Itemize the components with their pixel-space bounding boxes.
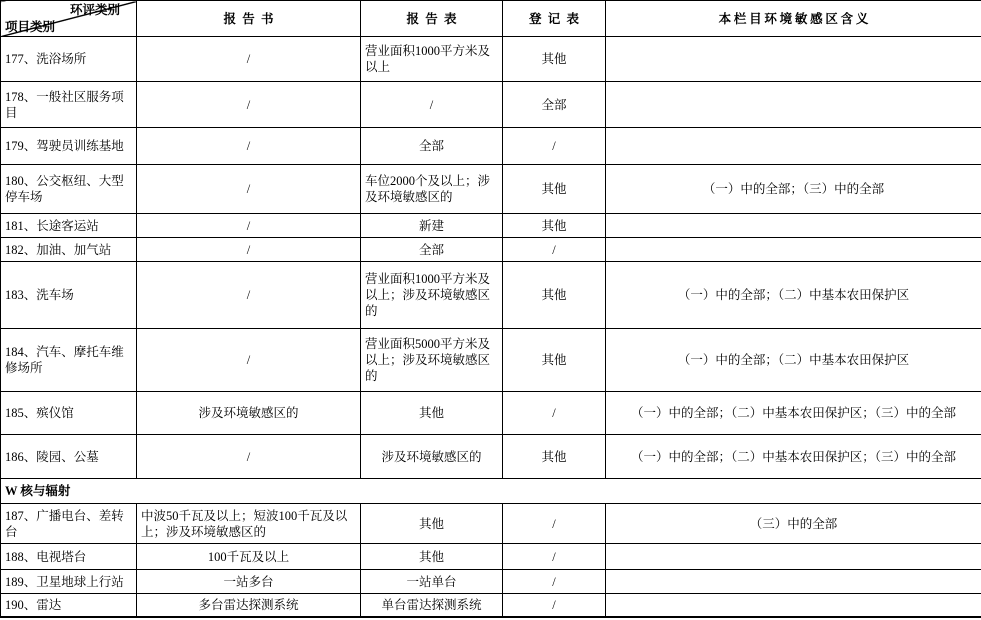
sensitive-meaning-cell (606, 82, 981, 128)
report-form-cell: 营业面积1000平方米及以上 (361, 37, 503, 82)
registration-form-cell: / (503, 392, 606, 435)
sensitive-meaning-cell (606, 544, 981, 570)
col-header-registration-form (503, 1, 606, 37)
registration-form-cell: 其他 (503, 37, 606, 82)
report-book-cell: / (137, 165, 361, 214)
registration-form-cell: / (503, 594, 606, 617)
registration-form-cell: / (503, 570, 606, 594)
sensitive-meaning-cell (606, 37, 981, 82)
col-header-sensitive-meaning (606, 1, 981, 37)
sensitive-meaning-cell (606, 128, 981, 165)
report-form-cell: 其他 (361, 504, 503, 544)
category-cell: 178、一般社区服务项目 (1, 82, 137, 128)
header-row (1, 1, 981, 37)
report-form-cell: 其他 (361, 392, 503, 435)
report-book-cell: / (137, 238, 361, 262)
table-row (1, 329, 981, 392)
registration-form-cell: / (503, 238, 606, 262)
table-row (1, 262, 981, 329)
sensitive-meaning-cell (606, 214, 981, 238)
registration-form-cell: 其他 (503, 214, 606, 238)
col-header-registration-form-label: 登记表 (528, 11, 586, 26)
report-book-cell: / (137, 329, 361, 392)
sensitive-meaning-cell: （一）中的全部；（三）中的全部 (606, 165, 981, 214)
col-header-sensitive-meaning-label: 本栏目环境敏感区含义 (718, 11, 872, 26)
registration-form-cell: 其他 (503, 435, 606, 479)
report-book-cell: / (137, 435, 361, 479)
report-form-cell: / (361, 82, 503, 128)
sensitive-meaning-cell (606, 238, 981, 262)
col-header-report-form (361, 1, 503, 37)
corner-bottom-label: 项目类别 (5, 20, 56, 34)
category-cell: 182、加油、加气站 (1, 238, 137, 262)
table-row (1, 392, 981, 435)
report-book-cell: / (137, 82, 361, 128)
table-row (1, 238, 981, 262)
table-row (1, 82, 981, 128)
table-row (1, 570, 981, 594)
report-form-cell: 全部 (361, 128, 503, 165)
section-header-cell: W 核与辐射 (1, 479, 981, 504)
report-book-cell: 100千瓦及以上 (137, 544, 361, 570)
report-form-cell: 全部 (361, 238, 503, 262)
category-cell: 179、驾驶员训练基地 (1, 128, 137, 165)
sensitive-meaning-cell: （三）中的全部 (606, 504, 981, 544)
registration-form-cell: 其他 (503, 262, 606, 329)
report-form-cell: 单台雷达探测系统 (361, 594, 503, 617)
category-cell: 189、卫星地球上行站 (1, 570, 137, 594)
section-row (1, 479, 981, 504)
category-cell: 190、雷达 (1, 594, 137, 617)
report-form-cell: 其他 (361, 544, 503, 570)
sensitive-meaning-cell (606, 570, 981, 594)
category-cell: 188、电视塔台 (1, 544, 137, 570)
table-row (1, 165, 981, 214)
table-row (1, 504, 981, 544)
table-row (1, 594, 981, 617)
category-cell: 177、洗浴场所 (1, 37, 137, 82)
registration-form-cell: / (503, 128, 606, 165)
table-row (1, 435, 981, 479)
report-form-cell: 一站单台 (361, 570, 503, 594)
registration-form-cell: / (503, 504, 606, 544)
registration-form-cell: / (503, 544, 606, 570)
sensitive-meaning-cell: （一）中的全部；（二）中基本农田保护区；（三）中的全部 (606, 435, 981, 479)
table-row (1, 214, 981, 238)
category-cell: 187、广播电台、差转台 (1, 504, 137, 544)
registration-form-cell: 其他 (503, 329, 606, 392)
table-row (1, 544, 981, 570)
category-cell: 183、洗车场 (1, 262, 137, 329)
report-book-cell: / (137, 37, 361, 82)
sensitive-meaning-cell: （一）中的全部；（二）中基本农田保护区 (606, 329, 981, 392)
corner-top-label: 环评类别 (69, 3, 120, 17)
report-form-cell: 涉及环境敏感区的 (361, 435, 503, 479)
sensitive-meaning-cell: （一）中的全部；（二）中基本农田保护区 (606, 262, 981, 329)
report-form-cell: 车位2000个及以上；涉及环境敏感区的 (361, 165, 503, 214)
col-header-report-form-label: 报告表 (406, 11, 463, 26)
sensitive-meaning-cell (606, 594, 981, 617)
category-cell: 181、长途客运站 (1, 214, 137, 238)
report-form-cell: 新建 (361, 214, 503, 238)
registration-form-cell: 其他 (503, 165, 606, 214)
report-book-cell: / (137, 128, 361, 165)
report-book-cell: / (137, 214, 361, 238)
report-book-cell: 涉及环境敏感区的 (137, 392, 361, 435)
registration-form-cell: 全部 (503, 82, 606, 128)
report-form-cell: 营业面积1000平方米及以上；涉及环境敏感区的 (361, 262, 503, 329)
col-header-report-book-label: 报告书 (223, 11, 280, 26)
report-book-cell: 中波50千瓦及以上；短波100千瓦及以上；涉及环境敏感区的 (137, 504, 361, 544)
corner-diagonal-cell (1, 1, 137, 37)
category-cell: 184、汽车、摩托车维修场所 (1, 329, 137, 392)
table-row (1, 37, 981, 82)
report-book-cell: 一站多台 (137, 570, 361, 594)
table-header (1, 1, 981, 37)
report-book-cell: 多台雷达探测系统 (137, 594, 361, 617)
category-cell: 180、公交枢纽、大型停车场 (1, 165, 137, 214)
table-row (1, 128, 981, 165)
category-cell: 186、陵园、公墓 (1, 435, 137, 479)
table-body (1, 37, 981, 617)
report-form-cell: 营业面积5000平方米及以上；涉及环境敏感区的 (361, 329, 503, 392)
sensitive-meaning-cell: （一）中的全部；（二）中基本农田保护区；（三）中的全部 (606, 392, 981, 435)
report-book-cell: / (137, 262, 361, 329)
category-cell: 185、殡仪馆 (1, 392, 137, 435)
col-header-report-book (137, 1, 361, 37)
